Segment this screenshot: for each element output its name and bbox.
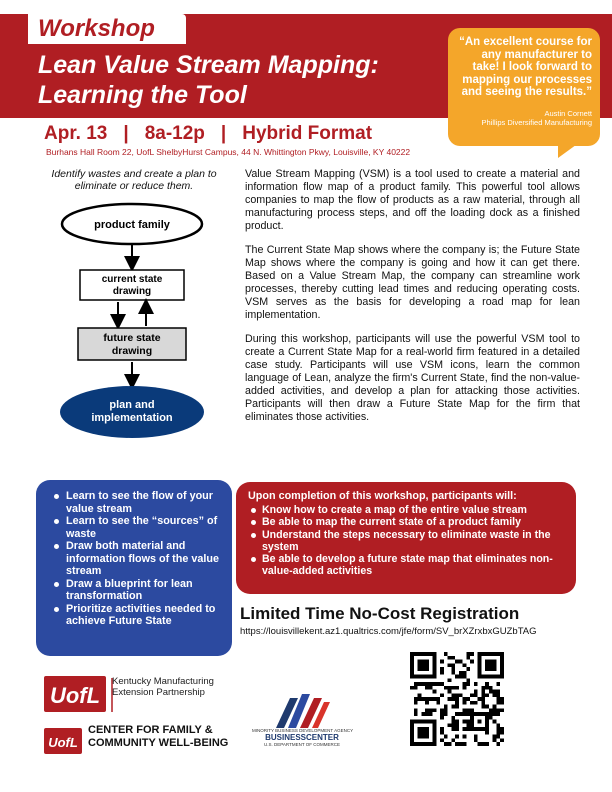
learning-goals-box: [36, 480, 232, 656]
event-format: Hybrid Format: [242, 123, 373, 144]
kmep-line-2: Extension Partnership: [112, 687, 205, 698]
outcomes-lead: Upon completion of this workshop, participants will:: [248, 490, 517, 502]
event-date: Apr. 13: [44, 123, 108, 144]
outcome-item: Understand the steps necessary to eliminate waste in the system: [248, 529, 566, 554]
event-address: Burhans Hall Room 22, UofL ShelbyHurst Campus, 44 N. Whittington Pkwy, Louisville, KY 40222: [46, 147, 411, 157]
diagram-caption: Identify wastes and create a plan to eliminate or reduce them.: [51, 168, 217, 192]
outcomes-box: [236, 482, 576, 594]
description-text: [245, 168, 580, 435]
separator: |: [123, 123, 129, 144]
learning-goals-list: [44, 490, 224, 628]
event-date-line: [44, 123, 372, 145]
current-state-label-2: drawing: [112, 286, 152, 297]
separator: |: [220, 123, 227, 144]
cfcw-line-2: COMMUNITY WELL-BEING: [88, 737, 229, 749]
mbda-agency: MINORITY BUSINESS DEVELOPMENT AGENCY: [252, 728, 354, 733]
outcome-item: Be able to develop a future state map that eliminates non-value-added activities: [248, 553, 566, 578]
description-paragraph-3: During this workshop, participants will use the powerful VSM tool to create a Current State Map for a real-world firm featured in a detailed case study. Participants will use VSM icons, learn the common language of Lean, analyze the firm's Current State, find the non-value-added activities, and develop a plan for attacking those activities. Participants will then draw a Future State Map for the firm that eliminates those activities.: [245, 333, 580, 423]
event-time: 8a-12p: [144, 123, 205, 144]
learning-goal-item: Learn to see the “sources” of waste: [44, 515, 224, 540]
workshop-tag-label: Workshop: [38, 15, 155, 42]
description-paragraph-2: The Current State Map shows where the company is; the Future State Map shows where the company is going and how it can get there. Based on a Value Stream Map, the company can streamline work processes, thereby cutting lead times and reducing operating costs. VSM serves as the basis for developing a road map for lean implementation.: [245, 244, 580, 321]
future-state-label-2: drawing: [111, 345, 153, 357]
learning-goal-item: Learn to see the flow of your value stream: [44, 490, 224, 515]
current-state-label-1: current state: [101, 274, 163, 285]
plan-label-2: implementation: [91, 412, 173, 424]
title-line-2: Learning the Tool: [38, 81, 247, 109]
kmep-line-1: Kentucky Manufacturing: [112, 676, 214, 687]
outcome-item: Know how to create a map of the entire value stream: [248, 504, 566, 516]
registration-link[interactable]: https://louisvillekent.az1.qualtrics.com/jfe/form/SV_brXZrxbxGUZbTAG: [240, 626, 537, 637]
future-state-label-1: future state: [103, 332, 161, 344]
kmep-text: [112, 676, 214, 698]
plan-label-1: plan and: [109, 399, 155, 411]
learning-goal-item: Draw a blueprint for lean transformation: [44, 578, 224, 603]
workshop-tag: [28, 14, 186, 44]
outcomes-list: [248, 504, 566, 578]
registration-qr-code[interactable]: [410, 652, 504, 746]
outcome-item: Be able to map the current state of a product family: [248, 516, 566, 528]
bubble-tail: [558, 142, 580, 158]
registration-title: Limited Time No-Cost Registration: [240, 604, 520, 623]
cfcw-text: [88, 724, 228, 750]
page-title: [38, 50, 458, 110]
title-line-1: Lean Value Stream Mapping:: [38, 51, 379, 79]
testimonial-author: Austin Cornett: [544, 108, 592, 118]
testimonial-company: Phillips Diversified Manufacturing: [481, 117, 592, 127]
testimonial-bubble: [448, 28, 600, 146]
vsm-flow-diagram: [34, 196, 234, 456]
cfcw-mark: UofL: [48, 735, 78, 750]
learning-goal-item: Prioritize activities needed to achieve Future State: [44, 603, 224, 628]
mbda-department: U.S. DEPARTMENT OF COMMERCE: [263, 742, 340, 747]
kmep-mark: UofL: [49, 683, 101, 708]
cfcw-line-1: CENTER FOR FAMILY &: [88, 724, 213, 736]
testimonial-quote: “An excellent course for any manufacturer to take! I look forward to mapping our processes and seeing the results.”: [459, 36, 592, 98]
learning-goal-item: Draw both material and information flows of the value stream: [44, 540, 224, 578]
description-paragraph-1: Value Stream Mapping (VSM) is a tool used to create a material and information flow map of a product family. This powerful tool allows companies to map the flow of products as a raw material, through all manufacturing process steps, and off the loading dock as a finished product.: [245, 168, 580, 232]
testimonial-author-block: [456, 109, 592, 127]
mbda-business-center: BUSINESSCENTER: [265, 733, 339, 742]
product-family-label: product family: [94, 219, 170, 231]
